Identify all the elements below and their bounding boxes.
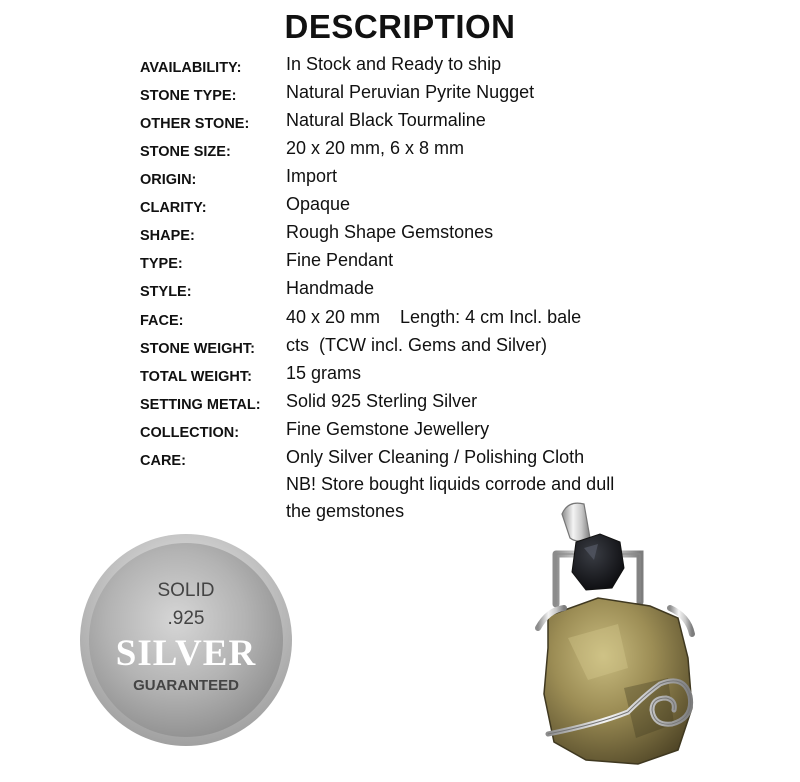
spec-label: TYPE:	[140, 256, 183, 272]
spec-row-stone-type	[0, 82, 800, 110]
spec-label: STONE WEIGHT:	[140, 341, 255, 357]
spec-label: CLARITY:	[140, 200, 207, 216]
care-note-text: the gemstones	[286, 501, 405, 521]
silver-guarantee-seal	[78, 532, 294, 748]
pendant-bale	[562, 503, 590, 541]
spec-label: FACE:	[140, 313, 184, 329]
page-title: DESCRIPTION	[284, 8, 516, 45]
spec-row-other-stone	[0, 110, 800, 138]
spec-row-total-weight	[0, 363, 800, 391]
spec-label: STONE TYPE:	[140, 88, 237, 104]
spec-row-style	[0, 278, 800, 306]
spec-value: 15 grams	[286, 363, 362, 383]
spec-value: Natural Black Tourmaline	[286, 110, 486, 130]
spec-row-stone-size	[0, 138, 800, 166]
seal-line-guaranteed: GUARANTEED	[133, 677, 239, 694]
spec-label: COLLECTION:	[140, 425, 240, 441]
spec-row-care	[0, 447, 800, 475]
spec-row-type	[0, 250, 800, 278]
seal-line-925: .925	[167, 608, 205, 629]
spec-value: Import	[286, 166, 338, 186]
spec-label: OTHER STONE:	[140, 116, 250, 132]
spec-label: SHAPE:	[140, 228, 195, 244]
spec-value: Opaque	[286, 194, 351, 214]
spec-row-stone-weight	[0, 335, 800, 363]
spec-value: Fine Gemstone Jewellery	[286, 419, 490, 439]
spec-row-clarity	[0, 194, 800, 222]
spec-label: TOTAL WEIGHT:	[140, 369, 252, 385]
spec-value: 40 x 20 mm Length: 4 cm Incl. bale	[286, 307, 582, 327]
spec-value: Solid 925 Sterling Silver	[286, 391, 478, 411]
spec-label: AVAILABILITY:	[140, 60, 242, 76]
spec-value: Handmade	[286, 278, 375, 298]
spec-row-face	[0, 307, 800, 335]
pendant-image	[528, 498, 738, 773]
spec-row-setting-metal	[0, 391, 800, 419]
tourmaline-stone	[572, 534, 624, 590]
spec-row-availability	[0, 54, 800, 82]
seal-line-solid: SOLID	[157, 580, 215, 601]
spec-value: Fine Pendant	[286, 250, 394, 270]
spec-value: In Stock and Ready to ship	[286, 54, 502, 74]
spec-value: Only Silver Cleaning / Polishing Cloth	[286, 447, 585, 467]
spec-row-shape	[0, 222, 800, 250]
spec-label: ORIGIN:	[140, 172, 197, 188]
care-note-text: NB! Store bought liquids corrode and dull	[286, 474, 615, 494]
spec-label: SETTING METAL:	[140, 397, 261, 413]
spec-label: STONE SIZE:	[140, 144, 231, 160]
spec-row-collection	[0, 419, 800, 447]
spec-row-origin	[0, 166, 800, 194]
spec-value: 20 x 20 mm, 6 x 8 mm	[286, 138, 465, 158]
spec-value: cts (TCW incl. Gems and Silver)	[286, 335, 548, 355]
spec-value: Rough Shape Gemstones	[286, 222, 494, 242]
spec-label: CARE:	[140, 453, 186, 469]
seal-line-silver: SILVER	[115, 633, 257, 674]
spec-value: Natural Peruvian Pyrite Nugget	[286, 82, 535, 102]
spec-label: STYLE:	[140, 284, 192, 300]
